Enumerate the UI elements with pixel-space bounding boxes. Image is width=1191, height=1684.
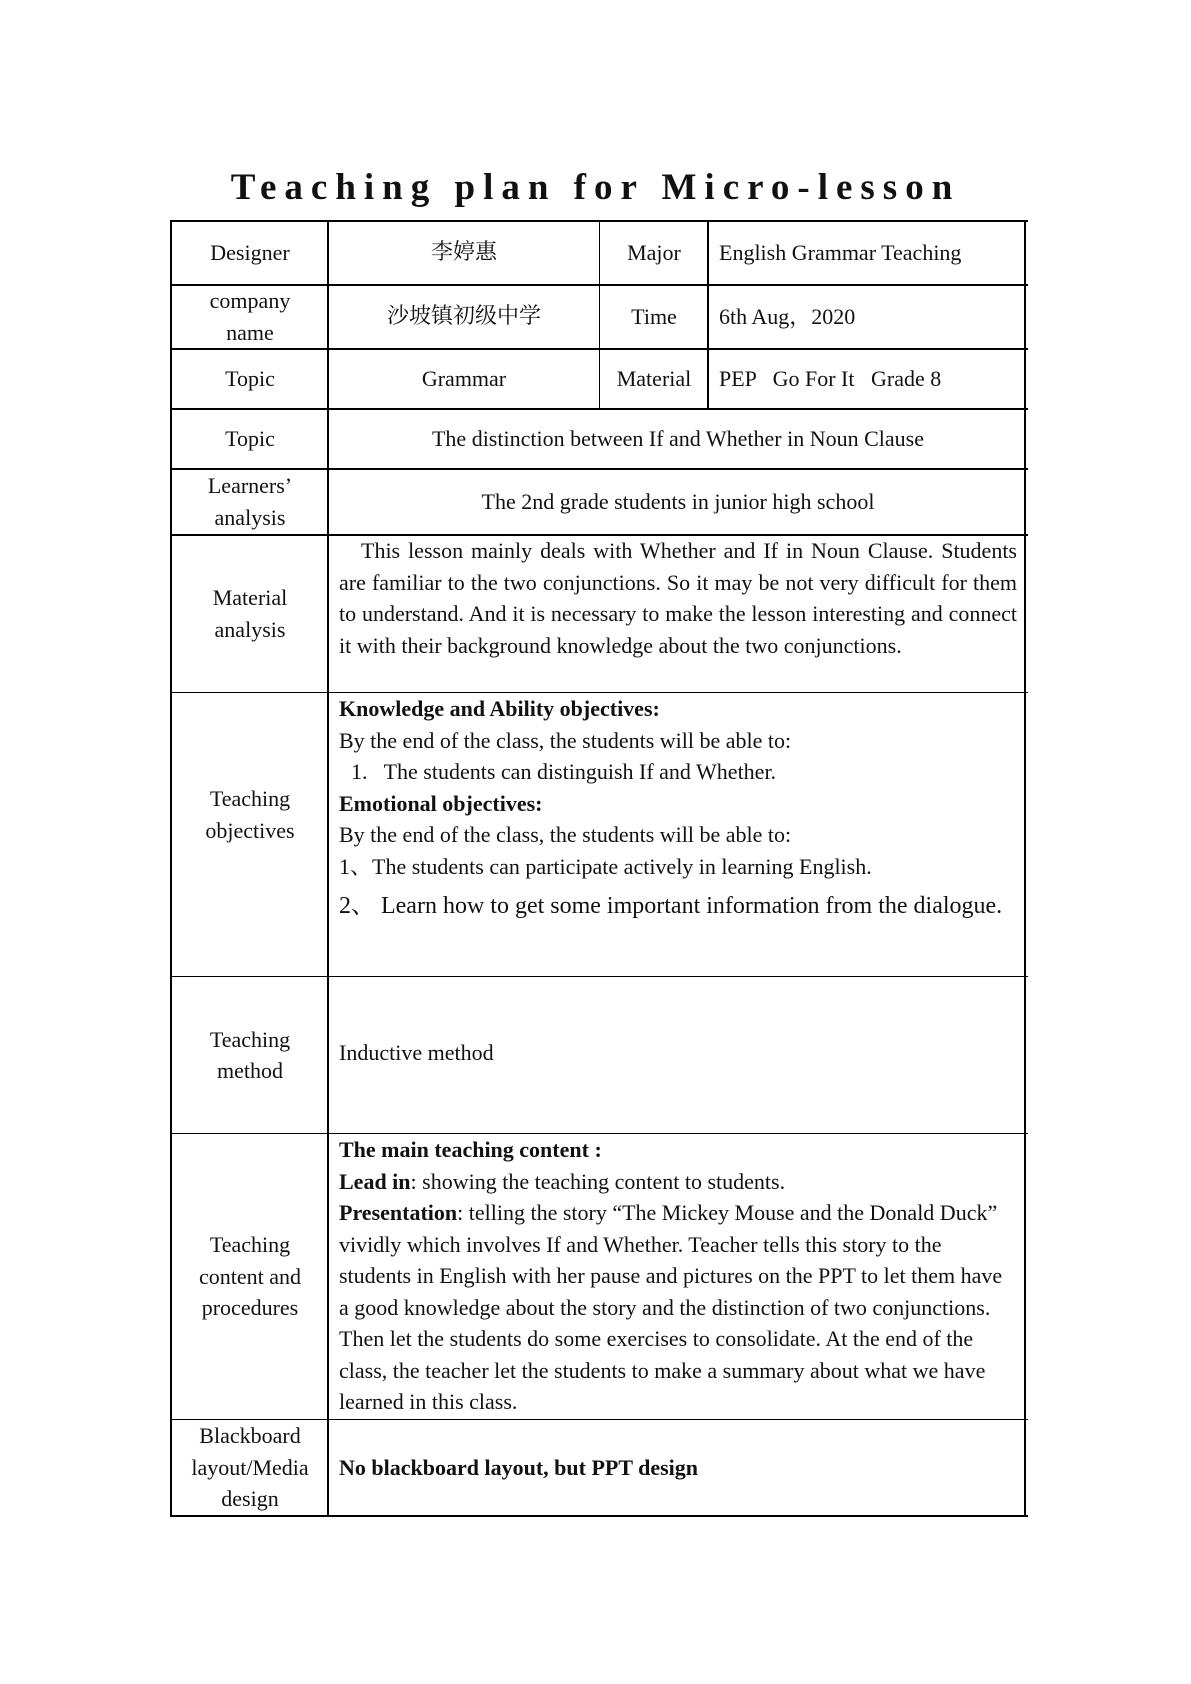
- topic-value: Grammar: [421, 365, 507, 391]
- major-value: English Grammar Teaching: [719, 239, 962, 265]
- company-name-value: 沙坡镇初级中学: [386, 303, 541, 329]
- material-value: PEP Go For It Grade 8: [719, 365, 942, 391]
- objectives-label-line2: objectives: [205, 817, 295, 843]
- topic-value-2: The distinction between If and Whether in Noun Clause: [431, 425, 924, 451]
- time-label: Time: [631, 303, 677, 329]
- material-analysis-text: This lesson mainly deals with Whether and If in Noun Clause. Students are familiar to the two conjunctions. So it may be not very difficult for them to understand. And it is necessary to make the lesson interesting and connect it with their background knowledge about the two conjunctions.: [339, 538, 1017, 658]
- blackboard-layout-value: No blackboard layout, but PPT design: [339, 1454, 699, 1480]
- emotional-objective-item: 2、 Learn how to get some important information from the dialogue.: [339, 893, 1003, 919]
- teaching-method-label: [172, 976, 328, 1134]
- learners-label-line2: analysis: [214, 504, 286, 530]
- company-label-line2: name: [226, 319, 274, 345]
- time-value: 6th Aug，2020: [719, 303, 856, 329]
- teaching-objectives-label: [172, 692, 328, 977]
- content-label-line2: content and: [198, 1263, 302, 1289]
- material-analysis-label-line2: analysis: [214, 616, 286, 642]
- learners-label-line1: Learners’: [207, 473, 293, 498]
- blackboard-label-line2: layout/Media: [191, 1454, 309, 1480]
- blackboard-label-line3: design: [221, 1486, 279, 1512]
- method-label-line2: method: [217, 1058, 283, 1083]
- presentation-paragraph: [339, 1197, 1017, 1418]
- content-label-line3: procedures: [201, 1295, 299, 1321]
- teaching-method-value: Inductive method: [339, 1040, 494, 1066]
- material-analysis-label: [172, 534, 328, 693]
- presentation-label: Presentation: [339, 1200, 458, 1225]
- presentation-text: : telling the story “The Mickey Mouse and the Donald Duck” vividly which involves If and Whether. Teacher tells this story to the students in English with her pause and pictures on the PPT to let them have a good knowledge about the story and the distinction of two conjunctions. Then let the students do some exercises to consolidate. At the end of the class, the teacher let the students to make a summary about what we have learned in this class.: [339, 1200, 1003, 1414]
- company-label-line1: company: [209, 288, 291, 313]
- teaching-content-text: [328, 1133, 1028, 1420]
- learners-analysis-value: The 2nd grade students in junior high school: [481, 488, 875, 514]
- knowledge-objectives-intro: By the end of the class, the students will be able to:: [339, 727, 792, 753]
- teaching-content-label: [172, 1133, 328, 1420]
- teaching-plan-table: [170, 220, 1026, 1517]
- topic-label: Topic: [225, 365, 275, 391]
- topic-label-2: Topic: [225, 425, 275, 451]
- knowledge-objectives-heading: Knowledge and Ability objectives:: [339, 696, 660, 721]
- document-title: Teaching plan for Micro-lesson: [230, 167, 961, 208]
- emotional-objectives-intro: By the end of the class, the students will be able to:: [339, 822, 792, 847]
- lead-in-text: : showing the teaching content to students.: [410, 1168, 786, 1194]
- material-analysis-label-line1: Material: [212, 585, 288, 610]
- blackboard-label-line1: Blackboard: [199, 1423, 301, 1449]
- learners-analysis-label: [172, 468, 328, 535]
- blackboard-layout-label: [172, 1419, 328, 1516]
- company-name-label: [172, 284, 328, 349]
- objectives-label-line1: Teaching: [209, 786, 291, 811]
- teaching-objectives-content: [328, 692, 1028, 977]
- designer-label: Designer: [210, 239, 290, 265]
- method-label-line1: Teaching: [209, 1026, 291, 1052]
- content-heading: The main teaching content :: [339, 1137, 602, 1162]
- emotional-objectives-heading: Emotional objectives:: [339, 790, 543, 816]
- major-label: Major: [627, 239, 681, 265]
- content-label-line1: Teaching: [209, 1232, 291, 1258]
- designer-value: 李婷惠: [430, 239, 497, 265]
- knowledge-objective-item: 1. The students can distinguish If and Whether.: [351, 759, 777, 784]
- material-label: Material: [616, 365, 692, 391]
- lead-in-paragraph: [339, 1166, 1017, 1198]
- lead-in-label: Lead in: [339, 1168, 411, 1194]
- emotional-objective-item: 1、The students can participate actively in learning English.: [339, 853, 872, 879]
